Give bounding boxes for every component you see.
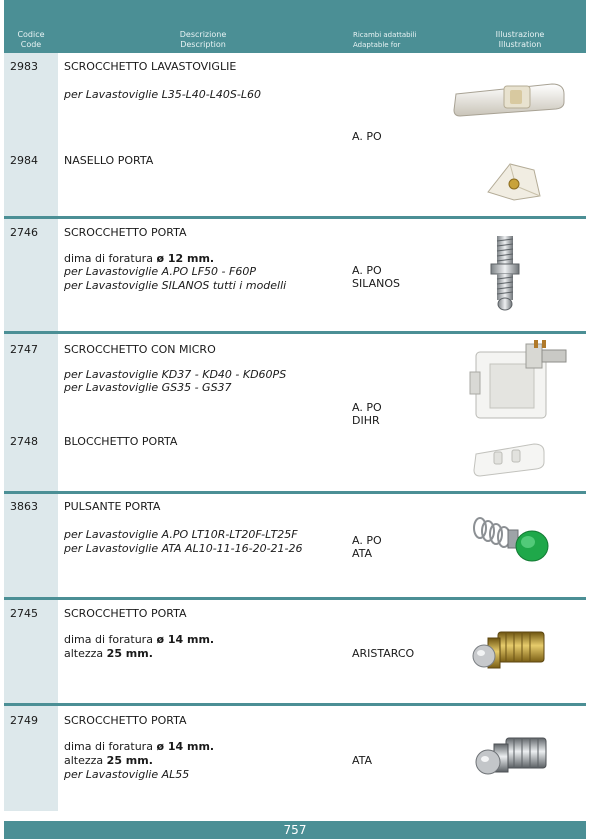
- item-code: 2748: [10, 435, 38, 448]
- header-code: Codice Code: [17, 30, 45, 49]
- item-compat: per Lavastoviglie KD37 - KD40 - KD60PS: [64, 368, 287, 381]
- item-code: 2745: [10, 607, 38, 620]
- item-code: 2984: [10, 154, 38, 167]
- item-title: SCROCCHETTO PORTA: [64, 714, 187, 727]
- item-compat: per Lavastoviglie GS35 - GS37: [64, 381, 232, 394]
- item-code: 2746: [10, 226, 38, 239]
- adaptable-brand: ARISTARCO: [352, 647, 415, 660]
- page-footer: [4, 821, 586, 839]
- item-altezza: altezza 25 mm.: [64, 754, 153, 767]
- adaptable-brand: SILANOS: [352, 277, 401, 290]
- item-title: SCROCCHETTO PORTA: [64, 226, 187, 239]
- adaptable-brand: A. PO: [352, 264, 382, 277]
- micro-switch-latch-icon: [468, 338, 572, 424]
- row-separator: [4, 703, 586, 706]
- item-title: SCROCCHETTO CON MICRO: [64, 343, 216, 356]
- header-adaptable: Ricambi adattabili Adaptable for: [353, 31, 417, 49]
- threaded-latch-icon: [488, 234, 522, 312]
- item-title: NASELLO PORTA: [64, 154, 154, 167]
- door-catch-icon: [484, 156, 546, 206]
- adaptable-brand: DIHR: [352, 414, 380, 427]
- header-illustration: Illustrazione Illustration: [495, 30, 545, 49]
- row-separator: [4, 491, 586, 494]
- item-title: PULSANTE PORTA: [64, 500, 161, 513]
- item-compat: per Lavastoviglie L35-L40-L40S-L60: [64, 88, 261, 101]
- item-compat: per Lavastoviglie AL55: [64, 768, 190, 781]
- row-separator: [4, 216, 586, 219]
- adaptable-brand: ATA: [352, 754, 373, 767]
- page-number: 757: [283, 823, 307, 837]
- item-altezza: altezza 25 mm.: [64, 647, 153, 660]
- top-band: [4, 0, 586, 27]
- item-compat: per Lavastoviglie SILANOS tutti i modelli: [64, 279, 287, 292]
- green-push-button-icon: [470, 512, 552, 568]
- item-code: 2983: [10, 60, 38, 73]
- header-description: Descrizione Description: [179, 30, 227, 49]
- adaptable-brand: ATA: [352, 547, 373, 560]
- adaptable-brand: A. PO: [352, 401, 382, 414]
- item-code: 2749: [10, 714, 38, 727]
- item-code: 2747: [10, 343, 38, 356]
- steel-latch-icon: [472, 730, 552, 784]
- door-latch-icon: [452, 74, 568, 122]
- table-header: [4, 27, 586, 53]
- item-title: SCROCCHETTO LAVASTOVIGLIE: [64, 60, 237, 73]
- item-compat: per Lavastoviglie A.PO LT10R-LT20F-LT25F: [64, 528, 298, 541]
- brass-latch-icon: [470, 622, 550, 680]
- adaptable-brand: A. PO: [352, 130, 382, 143]
- item-title: SCROCCHETTO PORTA: [64, 607, 187, 620]
- row-separator: [4, 597, 586, 600]
- item-compat: per Lavastoviglie ATA AL10-11-16-20-21-26: [64, 542, 303, 555]
- adaptable-brand: A. PO: [352, 534, 382, 547]
- item-dima: dima di foratura ø 12 mm.: [64, 252, 215, 265]
- item-title: BLOCCHETTO PORTA: [64, 435, 178, 448]
- item-code: 3863: [10, 500, 38, 513]
- row-separator: [4, 331, 586, 334]
- item-dima: dima di foratura ø 14 mm.: [64, 633, 215, 646]
- door-block-icon: [472, 440, 548, 480]
- item-compat: per Lavastoviglie A.PO LF50 - F60P: [64, 265, 256, 278]
- item-dima: dima di foratura ø 14 mm.: [64, 740, 215, 753]
